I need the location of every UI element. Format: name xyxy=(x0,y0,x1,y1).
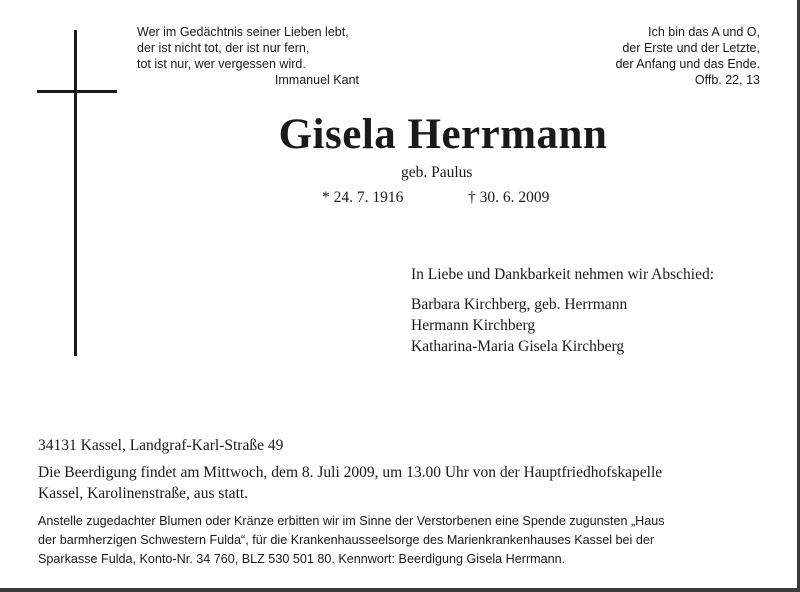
quote-line: der Erste und der Letzte, xyxy=(622,41,760,55)
quote-line: tot ist nur, wer vergessen wird. xyxy=(137,57,306,71)
donation-notice xyxy=(38,512,768,569)
cross-icon xyxy=(74,30,77,356)
donation-line: Sparkasse Fulda, Konto-Nr. 34 760, BLZ 530 501 80. Kennwort: Beerdigung Gisela Herrmann. xyxy=(38,552,566,566)
donation-line: der barmherzigen Schwestern Fulda“, für die Krankenhausseelsorge des Marienkrankenhauses Kassel bei der xyxy=(38,533,655,547)
funeral-notice xyxy=(38,462,768,504)
quote-line: der Anfang und das Ende. xyxy=(615,57,760,71)
quote-source: Offb. 22, 13 xyxy=(694,73,760,87)
birth-date: * 24. 7. 1916 xyxy=(322,189,404,206)
quote-bible xyxy=(560,24,760,88)
mourners-list xyxy=(411,294,627,357)
quote-kant xyxy=(137,24,359,88)
mourner-name: Katharina-Maria Gisela Kirchberg xyxy=(411,338,625,355)
death-date: † 30. 6. 2009 xyxy=(468,189,550,206)
mourner-name: Barbara Kirchberg, geb. Herrmann xyxy=(411,296,628,313)
funeral-line: Kassel, Karolinenstraße, aus statt. xyxy=(38,485,249,502)
deceased-name: Gisela Herrmann xyxy=(278,111,608,158)
cross-icon-bar xyxy=(37,90,117,93)
quote-line: Ich bin das A und O, xyxy=(648,25,760,39)
funeral-line: Die Beerdigung findet am Mittwoch, dem 8. Juli 2009, um 13.00 Uhr von der Hauptfriedhofskapelle xyxy=(38,464,663,481)
birth-name: geb. Paulus xyxy=(401,164,473,181)
donation-line: Anstelle zugedachter Blumen oder Kränze erbitten wir im Sinne der Verstorbenen eine Spende zugunsten „Haus xyxy=(38,514,665,528)
mourner-name: Hermann Kirchberg xyxy=(411,317,536,334)
farewell-text: In Liebe und Dankbarkeit nehmen wir Abschied: xyxy=(411,266,715,283)
quote-line: der ist nicht tot, der ist nur fern, xyxy=(137,41,310,55)
address: 34131 Kassel, Landgraf-Karl-Straße 49 xyxy=(38,437,284,454)
quote-author: Immanuel Kant xyxy=(274,73,359,87)
quote-line: Wer im Gedächtnis seiner Lieben lebt, xyxy=(137,25,349,39)
